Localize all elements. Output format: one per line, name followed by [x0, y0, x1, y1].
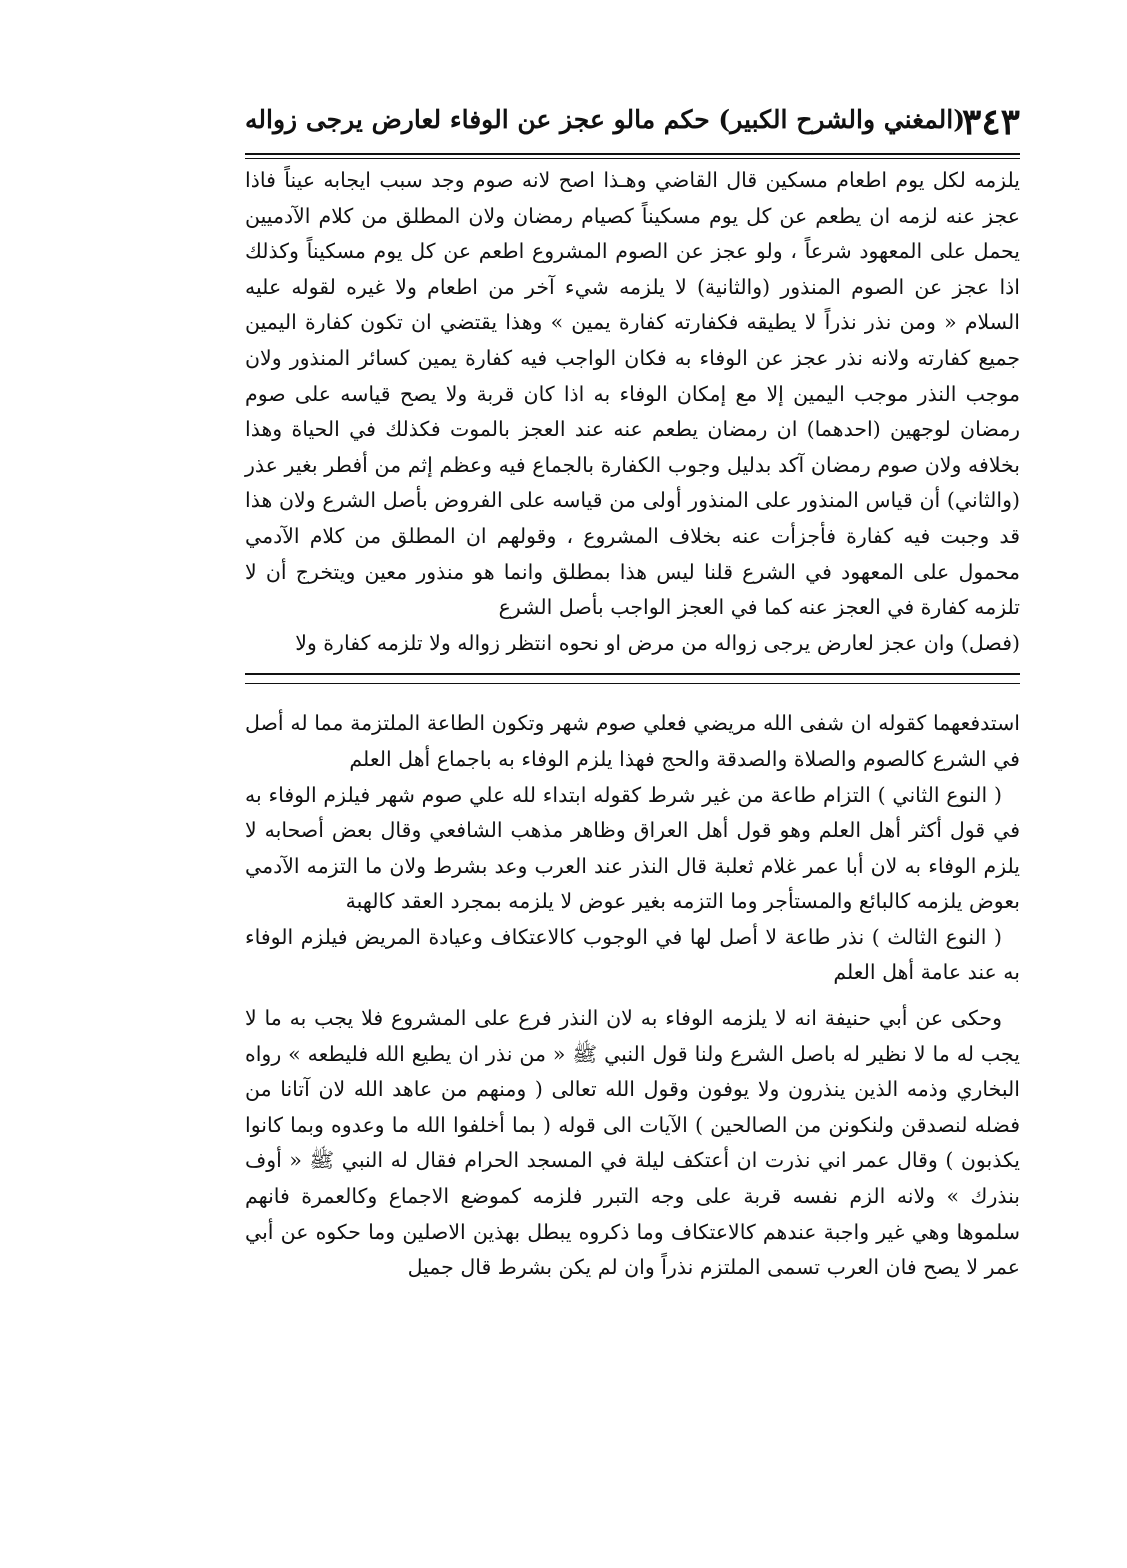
book-page [245, 95, 1020, 1286]
sharh-text-block [245, 706, 1020, 1286]
section-divider [245, 673, 1020, 675]
main-paragraph: يلزمه لكل يوم اطعام مسكين قال القاضي وهـذا اصح لانه صوم وجد سبب ايجابه عيناً فاذا عجز عنه لزمه ان يطعم عن كل يوم مسكيناً كصيام رمضان ولان المطلق من كلام الآدميين يحمل على المعهود شرعاً ، ولو عجز عن الصوم المشروع اطعم عن كل يوم مسكيناً وكذلك اذا عجز عن الصوم المنذور (والثانية) لا يلزمه شيء آخر من اطعام ولا غيره لقوله عليه السلام « ومن نذر نذراً لا يطيقه فكفارته كفارة يمين » وهذا يقتضي ان تكون كفارة اليمين جميع كفارته ولانه نذر عجز عن الوفاء به فكان الواجب فيه كفارة يمين كسائر المنذور ولان موجب النذر موجب اليمين إلا مع إمكان الوفاء به اذا كان قربة ولا يصح قياسه على صوم رمضان لوجهين (احدهما) ان رمضان يطعم عنه عند العجز بالموت فكذلك في الحياة وهذا بخلافه ولان صوم رمضان آكد بدليل وجوب الكفارة بالجماع فيه وعظم إثم من أفطر بغير عذر (والثاني) أن قياس المنذور على المنذور أولى من قياسه على الفروض بأصل الشرع ولان هذا قد وجبت فيه كفارة فأجزأت عنه بخلاف المشروع ، وقولهم ان المطلق من كلام الآدمي محمول على المعهود في الشرع قلنا ليس هذا بمطلق وانما هو منذور معين ويتخرج أن لا تلزمه كفارة في العجز عنه كما في العجز الواجب بأصل الشرع [245, 168, 1020, 620]
section-divider-thin [245, 683, 1020, 684]
main-text-block [245, 163, 1020, 661]
sharh-paragraph: وحكى عن أبي حنيفة انه لا يلزمه الوفاء به لان النذر فرع على المشروع فلا يجب به ما لا يجب له ما لا نظير له باصل الشرع ولنا قول النبي ﷺ « من نذر ان يطيع الله فليطعه » رواه البخاري وذمه الذين ينذرون ولا يوفون وقول الله تعالى ( ومنهم من عاهد الله لان آتانا من فضله لنصدقن ولنكونن من الصالحين ) الآيات الى قوله ( بما أخلفوا الله ما وعدوه وبما كانوا يكذبون ) وقال عمر اني نذرت ان أعتكف ليلة في المسجد الحرام فقال له النبي ﷺ « أوف بنذرك » ولانه الزم نفسه قربة على وجه التبرر فلزمه كموضع الاجماع وكالعمرة فانهم سلموها وهي غير واجبة عندهم كالاعتكاف وما ذكروه يبطل بهذين الاصلين وما حكوه عن أبي عمر لا يصح فان العرب تسمى الملتزم نذراً وان لم يكن بشرط قال جميل [245, 1006, 1020, 1280]
header-rule [245, 153, 1020, 155]
sharh-paragraph: ( النوع الثاني ) التزام طاعة من غير شرط كقوله ابتداء لله علي صوم شهر فيلزم الوفاء به في قول أكثر أهل العلم وهو قول أهل العراق وظاهر مذهب الشافعي وقال بعض أصحابه لا يلزم الوفاء به لان أبا عمر غلام ثعلبة قال النذر عند العرب وعد بشرط ولان ما التزمه الآدمي بعوض يلزمه كالبائع والمستأجر وما التزمه بغير عوض لا يلزمه بمجرد العقد كالهبة [245, 782, 1020, 914]
running-title: (المغني والشرح الكبير) حكم مالو عجز عن الوفاء لعارض يرجى زواله [245, 105, 966, 134]
sharh-paragraph: ( النوع الثالث ) نذر طاعة لا أصل لها في الوجوب كالاعتكاف وعيادة المريض فيلزم الوفاء به عند عامة أهل العلم [245, 924, 1020, 985]
header-rule-thin [245, 158, 1020, 159]
sharh-paragraph: استدفعهما كقوله ان شفى الله مريضي فعلي صوم شهر وتكون الطاعة الملتزمة مما له أصل في الشرع كالصوم والصلاة والصدقة والحج فهذا يلزم الوفاء به باجماع أهل العلم [245, 711, 1020, 771]
fasl-paragraph: (فصل) وان عجز لعارض يرجى زواله من مرض او نحوه انتظر زواله ولا تلزمه كفارة ولا [295, 630, 1020, 655]
page-header [245, 95, 1020, 155]
page-number: ٣٤٣ [961, 101, 1020, 143]
